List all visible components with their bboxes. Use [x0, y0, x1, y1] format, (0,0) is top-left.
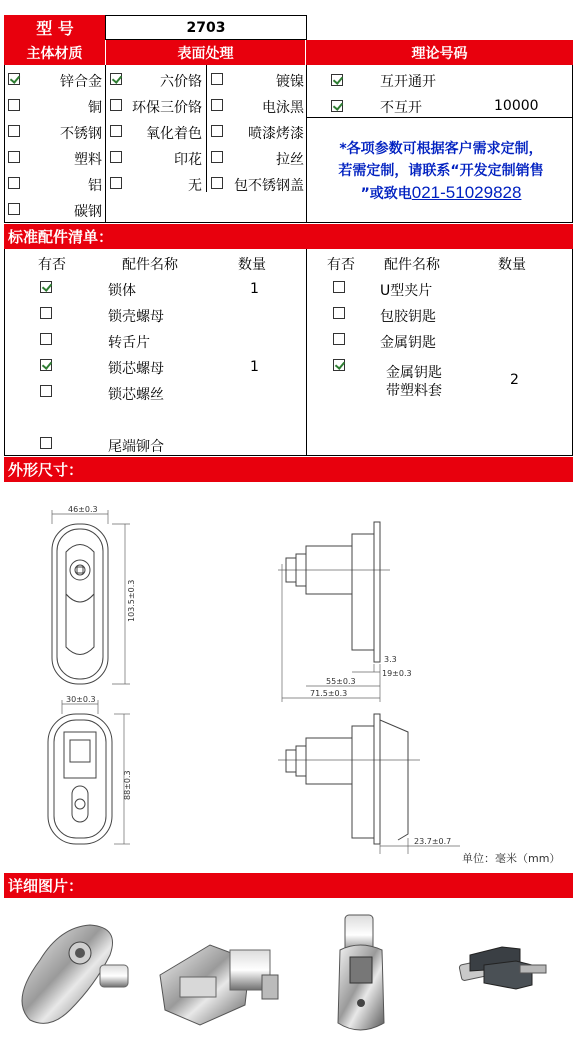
- surface-header: [106, 40, 306, 65]
- surface-checkbox[interactable]: [211, 151, 223, 163]
- parts-title: 标准配件清单：: [8, 228, 114, 246]
- part-qty: 1: [250, 281, 259, 297]
- grid-divider-1: [105, 65, 106, 223]
- theory-divider: [306, 117, 573, 118]
- dim-55: 55±0.3: [326, 677, 356, 686]
- photo-lock-side: [160, 945, 278, 1025]
- material-checkbox[interactable]: [8, 151, 20, 163]
- photo-lock-front: [22, 925, 128, 1023]
- theory-header: [306, 40, 573, 65]
- surface-checkbox[interactable]: [110, 99, 122, 111]
- grid-divider-2: [206, 65, 207, 192]
- part-checkbox[interactable]: [40, 359, 52, 371]
- theory-label: 不互开: [380, 100, 422, 116]
- photos-title-bar: [4, 873, 573, 898]
- surface-checkbox[interactable]: [211, 177, 223, 189]
- parts-title-bar: [4, 224, 573, 249]
- surface-label: 环保三价铬: [132, 100, 202, 116]
- material-checkbox[interactable]: [8, 203, 20, 215]
- theory-label: 互开通开: [380, 74, 436, 90]
- surface-label: 无: [188, 178, 202, 194]
- surface-label: 氧化着色: [146, 126, 202, 142]
- dim-30: 30±0.3: [66, 695, 96, 704]
- theory-value: 10000: [494, 98, 539, 114]
- surface-checkbox[interactable]: [211, 73, 223, 85]
- part-checkbox[interactable]: [333, 307, 345, 319]
- surface-checkbox[interactable]: [110, 177, 122, 189]
- part-checkbox[interactable]: [333, 281, 345, 293]
- material-header: [4, 40, 106, 65]
- notice-line-3: [310, 182, 572, 205]
- part-checkbox[interactable]: [333, 359, 345, 371]
- part-checkbox[interactable]: [40, 385, 52, 397]
- material-label: 不锈钢: [60, 126, 102, 142]
- surface-label: 印花: [174, 152, 202, 168]
- part-name: 锁壳螺母: [108, 309, 164, 325]
- surface-label: 六价铬: [160, 74, 202, 90]
- part-name: 转舌片: [108, 335, 150, 351]
- part-checkbox[interactable]: [40, 437, 52, 449]
- photos-title: 详细图片：: [8, 877, 84, 895]
- surface-checkbox[interactable]: [211, 125, 223, 137]
- material-label: 碳钢: [74, 204, 102, 220]
- part-name: 包胶钥匙: [380, 309, 436, 325]
- dimensions-title: 外形尺寸：: [8, 461, 84, 479]
- theory-checkbox[interactable]: [331, 100, 343, 112]
- surface-label: 喷漆烤漆: [248, 126, 304, 142]
- parts-table: [4, 249, 573, 456]
- surface-header-label: 表面处理: [177, 45, 234, 62]
- surface-label: 拉丝: [276, 152, 304, 168]
- phone-link[interactable]: 021-51029828: [411, 183, 522, 202]
- parts-name-header-right: 配件名称: [384, 257, 440, 273]
- side-view-2-drawing: [278, 714, 460, 854]
- surface-label: 镀镍: [276, 74, 304, 90]
- material-label: 铝: [88, 178, 102, 194]
- part-checkbox[interactable]: [40, 281, 52, 293]
- technical-drawing: [0, 482, 584, 872]
- surface-checkbox[interactable]: [110, 151, 122, 163]
- material-checkbox[interactable]: [8, 125, 20, 137]
- photo-lock-back: [338, 915, 384, 1030]
- parts-has-header-left: 有否: [38, 257, 66, 273]
- part-name: 尾端铆合: [108, 439, 164, 455]
- material-label: 塑料: [74, 152, 102, 168]
- parts-qty-header-left: 数量: [238, 257, 266, 273]
- front-view-drawing: [52, 505, 136, 684]
- material-header-label: 主体材质: [26, 45, 83, 62]
- part-name: 锁体: [108, 283, 136, 299]
- parts-name-header-left: 配件名称: [122, 257, 178, 273]
- notice-line-1: *各项参数可根据客户需求定制，: [339, 141, 543, 157]
- parts-divider: [306, 249, 307, 456]
- part-name-line2: 带塑料套: [386, 383, 442, 399]
- part-name: 锁芯螺母: [108, 361, 164, 377]
- product-photos: [0, 905, 584, 1045]
- model-label-cell: [4, 15, 106, 40]
- part-checkbox[interactable]: [333, 333, 345, 345]
- material-checkbox[interactable]: [8, 177, 20, 189]
- part-qty: 2: [510, 372, 519, 388]
- dim-88: 88±0.3: [123, 770, 132, 800]
- material-label: 铜: [88, 100, 102, 116]
- part-name: 金属钥匙: [386, 365, 442, 381]
- material-label: 锌合金: [60, 74, 102, 90]
- model-value-cell: [105, 15, 307, 40]
- dimensions-title-bar: [4, 457, 573, 482]
- unit-note: 单位：毫米（mm）: [462, 852, 561, 865]
- parts-has-header-right: 有否: [327, 257, 355, 273]
- dim-71-5: 71.5±0.3: [310, 689, 348, 698]
- model-value: 2703: [186, 19, 226, 36]
- photo-keys: [459, 947, 546, 989]
- dim-46: 46±0.3: [68, 505, 98, 514]
- material-checkbox[interactable]: [8, 99, 20, 111]
- notice-line-2: 若需定制，请联系“开发定制销售: [338, 163, 544, 179]
- model-label: 型 号: [36, 19, 74, 38]
- theory-checkbox[interactable]: [331, 74, 343, 86]
- dim-23-7: 23.7±0.7: [414, 837, 452, 846]
- dim-3-3: 3.3: [384, 655, 397, 664]
- dim-19: 19±0.3: [382, 669, 412, 678]
- surface-checkbox[interactable]: [110, 73, 122, 85]
- back-view-drawing: [48, 695, 132, 844]
- part-qty: 1: [250, 359, 259, 375]
- parts-qty-header-right: 数量: [498, 257, 526, 273]
- part-name: U型夹片: [380, 283, 433, 299]
- custom-notice: [310, 138, 572, 205]
- spec-grid: [4, 65, 307, 223]
- theory-header-label: 理论号码: [411, 45, 468, 62]
- side-view-drawing: [278, 522, 412, 702]
- part-checkbox[interactable]: [40, 307, 52, 319]
- notice-line-3-text: ”或致电: [360, 186, 412, 202]
- dim-103-5: 103.5±0.3: [127, 579, 136, 622]
- part-name: 锁芯螺丝: [108, 387, 164, 403]
- surface-label: 电泳黑: [262, 100, 304, 116]
- part-checkbox[interactable]: [40, 333, 52, 345]
- surface-label: 包不锈钢盖: [234, 178, 304, 194]
- material-checkbox[interactable]: [8, 73, 20, 85]
- part-name: 金属钥匙: [380, 335, 436, 351]
- surface-checkbox[interactable]: [211, 99, 223, 111]
- surface-checkbox[interactable]: [110, 125, 122, 137]
